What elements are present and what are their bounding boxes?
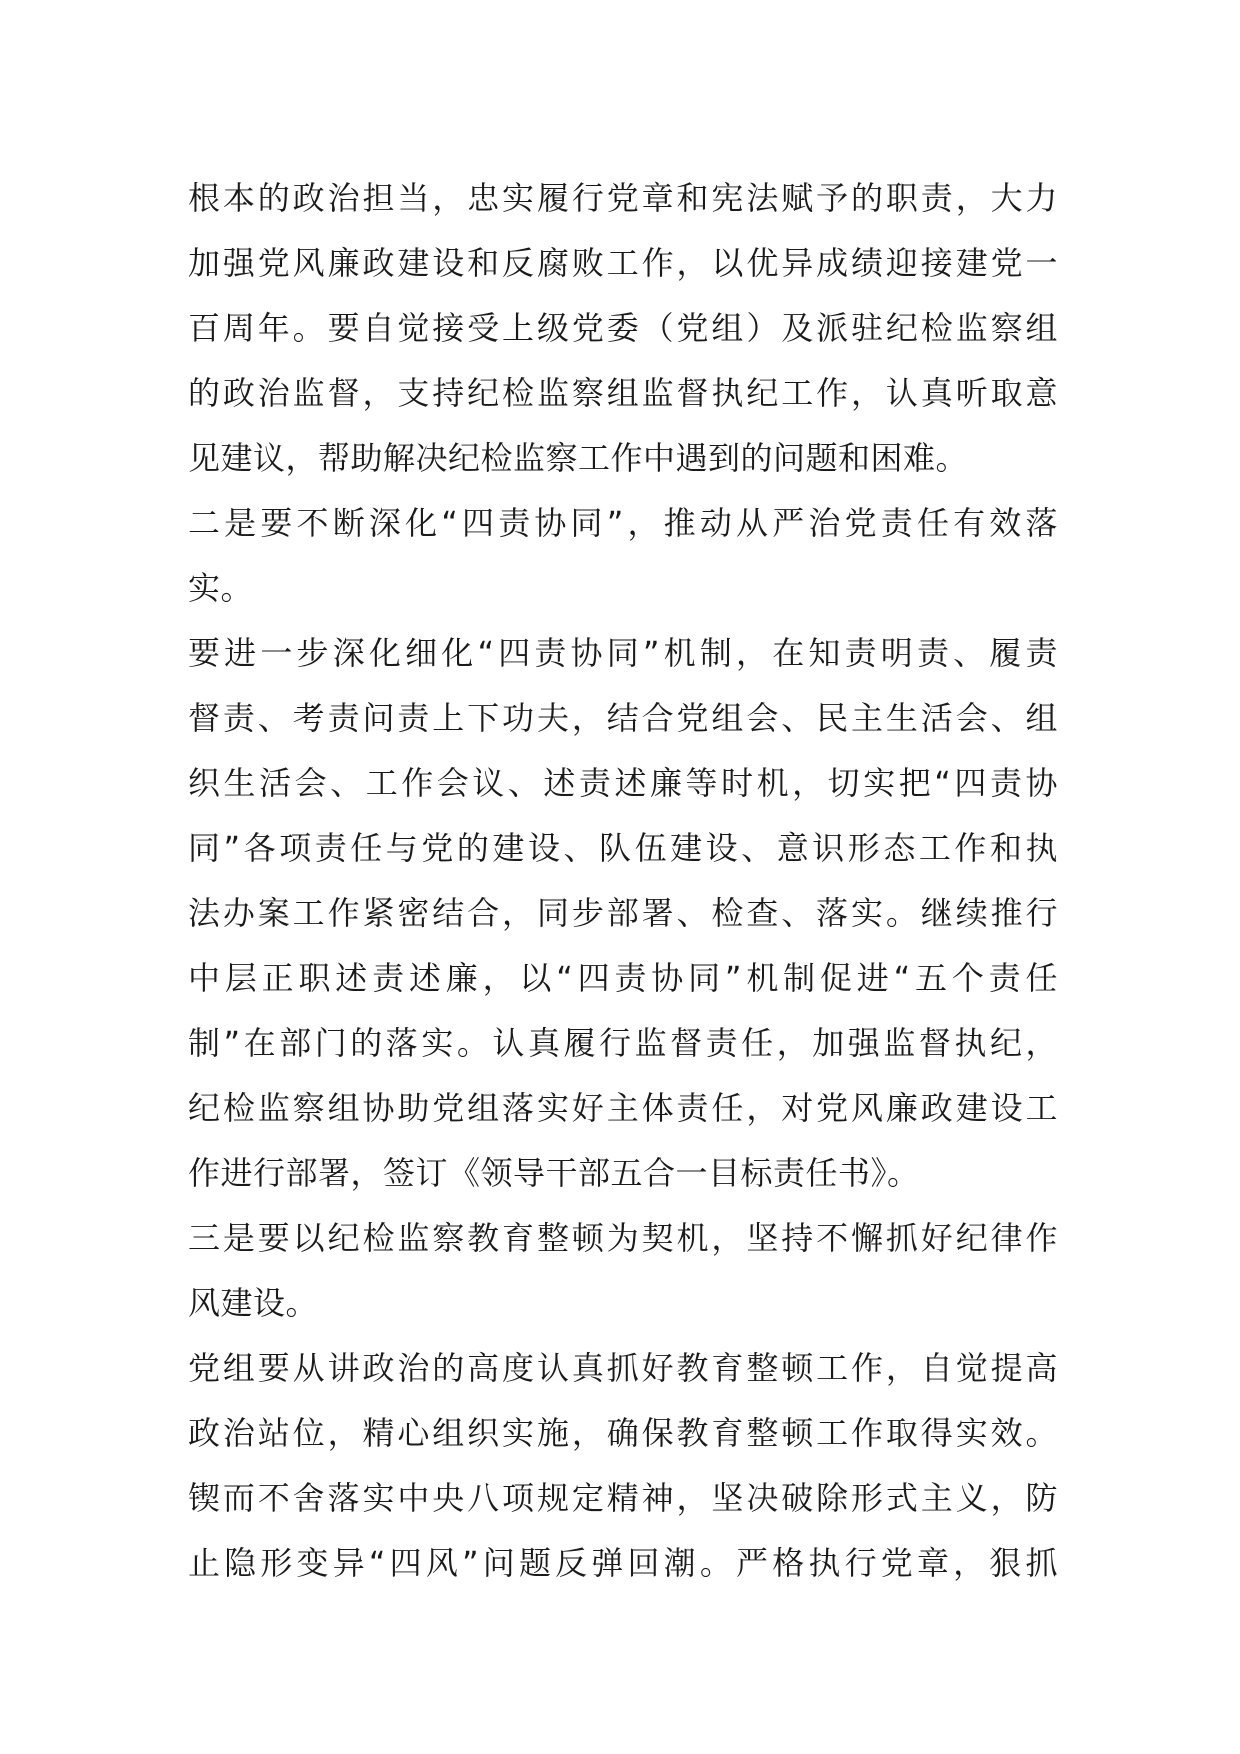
text-line: 的政治监督，支持纪检监察组监督执纪工作，认真听取意 [188, 374, 1058, 412]
text-line: 制”在部门的落实。认真履行监督责任，加强监督执纪， [188, 1024, 1058, 1062]
text-line: 政治站位，精心组织实施，确保教育整顿工作取得实效。 [188, 1414, 1058, 1452]
text-line: 党组要从讲政治的高度认真抓好教育整顿工作，自觉提高 [188, 1349, 1058, 1387]
text-line: 法办案工作紧密结合，同步部署、检查、落实。继续推行 [188, 894, 1058, 932]
text-line: 要进一步深化细化“四责协同”机制，在知责明责、履责 [188, 634, 1058, 672]
text-line: 织生活会、工作会议、述责述廉等时机，切实把“四责协 [188, 764, 1058, 802]
document-body [188, 166, 1058, 1596]
text-line: 根本的政治担当，忠实履行党章和宪法赋予的职责，大力 [188, 179, 1058, 217]
text-line: 止隐形变异“四风”问题反弹回潮。严格执行党章，狠抓 [188, 1544, 1058, 1582]
text-line: 百周年。要自觉接受上级党委（党组）及派驻纪检监察组 [188, 309, 1058, 347]
section-heading-line: 二是要不断深化“四责协同”，推动从严治党责任有效落 [188, 504, 1058, 542]
section-heading-line: 风建设。 [188, 1284, 319, 1322]
section-heading-line: 三是要以纪检监察教育整顿为契机，坚持不懈抓好纪律作 [188, 1219, 1058, 1257]
text-line: 中层正职述责述廉，以“四责协同”机制促进“五个责任 [188, 959, 1058, 997]
text-line: 见建议，帮助解决纪检监察工作中遇到的问题和困难。 [188, 439, 969, 477]
text-line: 同”各项责任与党的建设、队伍建设、意识形态工作和执 [188, 829, 1058, 867]
text-line: 加强党风廉政建设和反腐败工作，以优异成绩迎接建党一 [188, 244, 1058, 282]
section-heading-line: 实。 [188, 569, 254, 607]
text-line: 纪检监察组协助党组落实好主体责任，对党风廉政建设工 [188, 1089, 1058, 1127]
text-line: 督责、考责问责上下功夫，结合党组会、民主生活会、组 [188, 699, 1058, 737]
text-line: 作进行部署，签订《领导干部五合一目标责任书》。 [188, 1154, 920, 1192]
text-line: 锲而不舍落实中央八项规定精神，坚决破除形式主义，防 [188, 1479, 1058, 1517]
